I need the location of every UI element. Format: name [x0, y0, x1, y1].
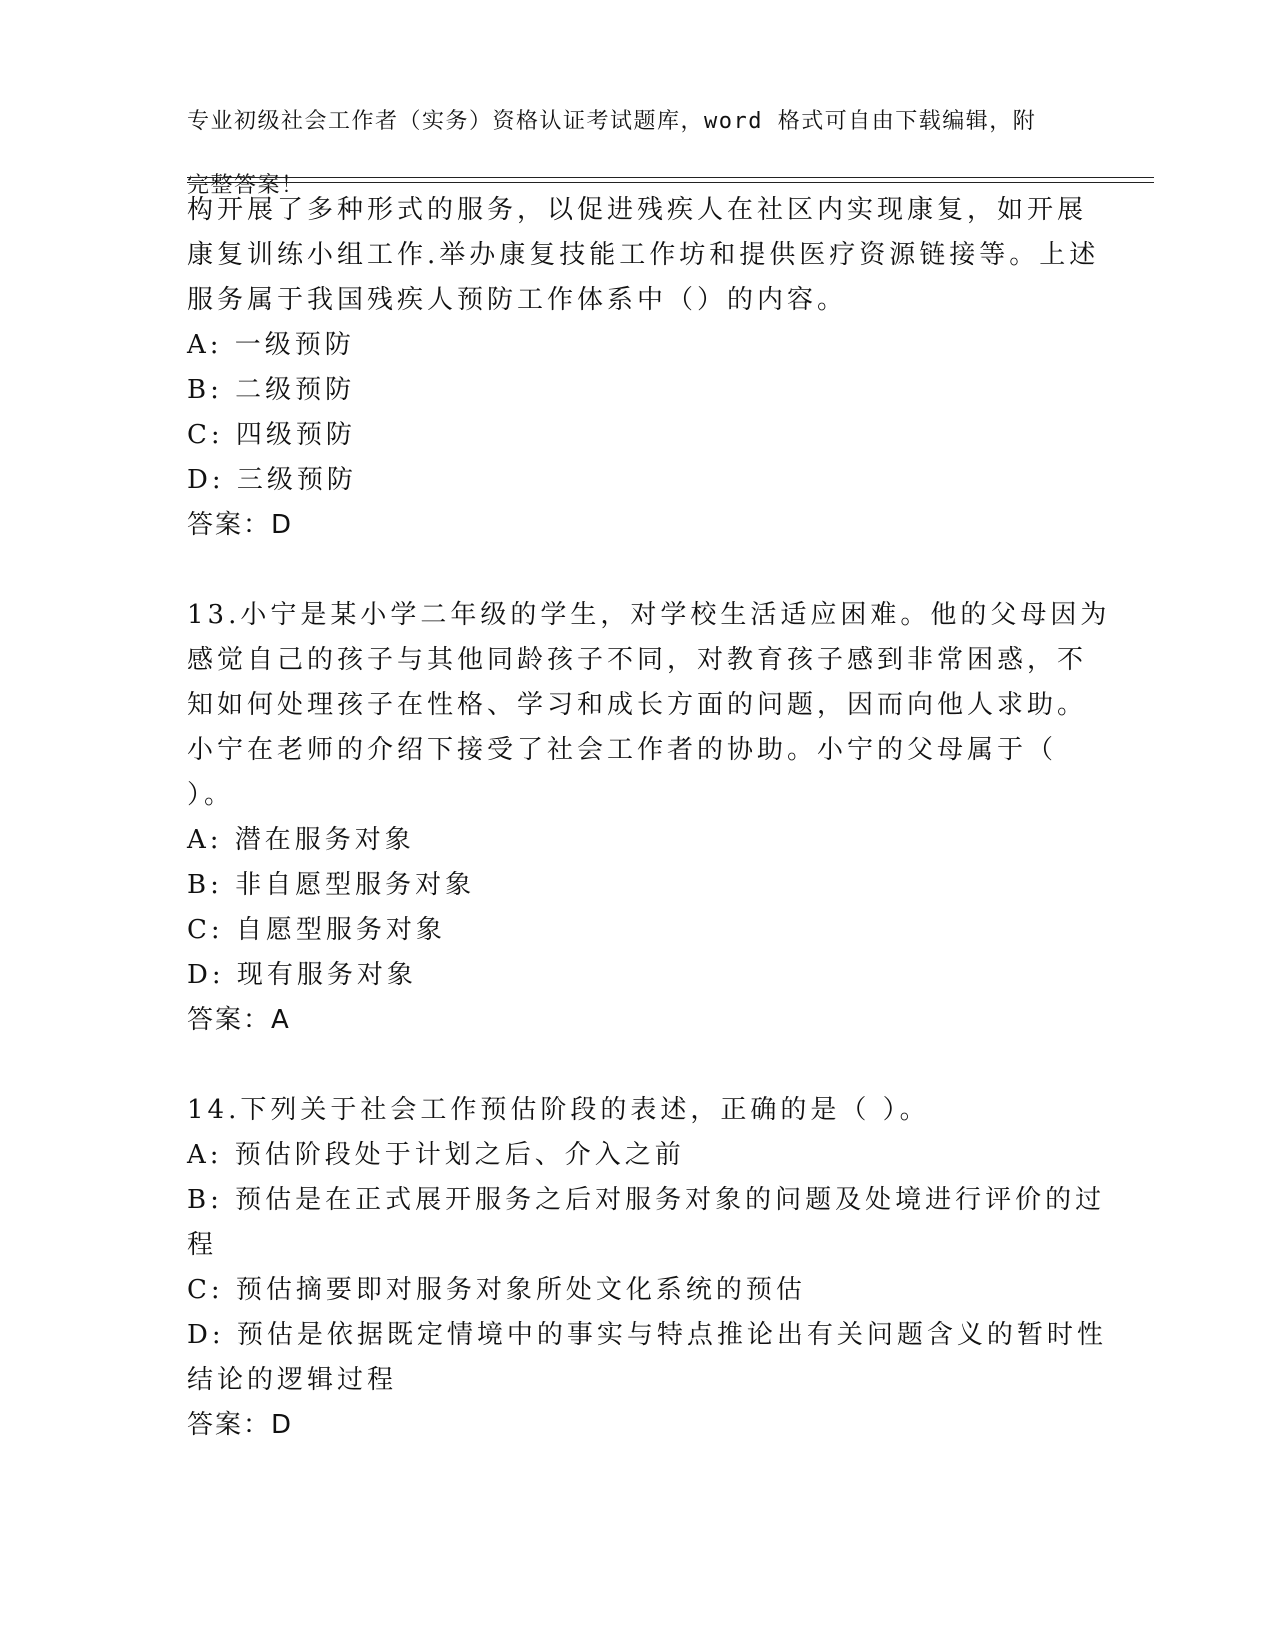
option-c: C: 自愿型服务对象 — [187, 915, 446, 945]
option-a: A: 潜在服务对象 — [187, 825, 415, 855]
option-d: D: 三级预防 — [187, 465, 357, 495]
question-block — [187, 188, 1100, 548]
spacer — [187, 1043, 1087, 1088]
question-block — [187, 1088, 1107, 1448]
option-b: B: 非自愿型服务对象 — [187, 870, 476, 900]
question-block — [187, 593, 1111, 1043]
option-b: B: 二级预防 — [187, 375, 356, 405]
answer-line: 答案：D — [187, 510, 294, 540]
question-text-line: 康复训练小组工作.举办康复技能工作坊和提供医疗资源链接等。上述 — [187, 240, 1100, 270]
question-text-line: 构开展了多种形式的服务，以促进残疾人在社区内实现康复，如开展 — [187, 195, 1088, 225]
question-text-line: 小宁在老师的介绍下接受了社会工作者的协助。小宁的父母属于（ — [187, 735, 1058, 765]
option-d: D: 预估是依据既定情境中的事实与特点推论出有关问题含义的暂时性 — [187, 1320, 1107, 1350]
header-title-line: 专业初级社会工作者（实务）资格认证考试题库，word 格式可自由下载编辑，附 — [187, 109, 1037, 134]
spacer — [187, 548, 1087, 593]
option-a: A: 一级预防 — [187, 330, 355, 360]
question-text-line: 13.小宁是某小学二年级的学生，对学校生活适应困难。他的父母因为 — [187, 600, 1111, 630]
question-text-line: 服务属于我国残疾人预防工作体系中（）的内容。 — [187, 285, 848, 315]
option-b-continued: 程 — [187, 1230, 218, 1260]
option-c: C: 预估摘要即对服务对象所处文化系统的预估 — [187, 1275, 806, 1305]
question-text-line: 知如何处理孩子在性格、学习和成长方面的问题，因而向他人求助。 — [187, 690, 1088, 720]
header-rule-bottom — [187, 182, 1154, 183]
header-rule-top — [187, 177, 1154, 178]
option-b: B: 预估是在正式展开服务之后对服务对象的问题及处境进行评价的过 — [187, 1185, 1106, 1215]
option-d: D: 现有服务对象 — [187, 960, 417, 990]
answer-line: 答案：D — [187, 1410, 294, 1440]
option-a: A: 预估阶段处于计划之后、介入之前 — [187, 1140, 685, 1170]
question-text-line: 感觉自己的孩子与其他同龄孩子不同，对教育孩子感到非常困惑，不 — [187, 645, 1088, 675]
question-text-line: ）。 — [187, 780, 235, 810]
header-title-line: 完整答案！ — [187, 173, 305, 198]
question-text-line: 14.下列关于社会工作预估阶段的表述，正确的是（ ）。 — [187, 1095, 930, 1125]
document-body — [187, 188, 1111, 1448]
answer-line: 答案：A — [187, 1005, 291, 1035]
option-c: C: 四级预防 — [187, 420, 356, 450]
option-d-continued: 结论的逻辑过程 — [187, 1365, 398, 1395]
